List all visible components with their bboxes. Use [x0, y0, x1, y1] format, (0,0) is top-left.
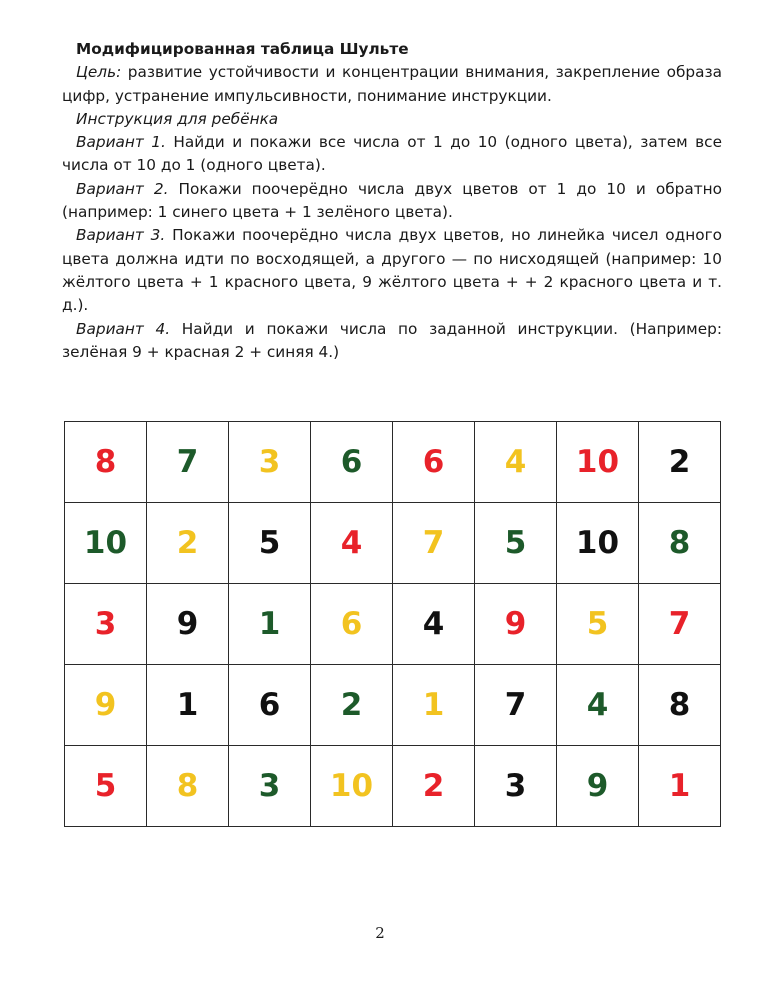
- table-cell: 3: [475, 746, 557, 827]
- table-cell: 10: [65, 503, 147, 584]
- table-cell: 9: [65, 665, 147, 746]
- table-cell: 3: [65, 584, 147, 665]
- table-cell: 1: [639, 746, 721, 827]
- table-cell: 5: [557, 584, 639, 665]
- schulte-table: [64, 421, 721, 827]
- page-number: 2: [375, 924, 385, 942]
- variant-1-label: Вариант 1.: [76, 133, 166, 152]
- table-cell: 8: [147, 746, 229, 827]
- table-cell: 4: [393, 584, 475, 665]
- table-cell: 6: [393, 422, 475, 503]
- table-cell: 10: [557, 422, 639, 503]
- variant-4-paragraph: [62, 318, 722, 365]
- table-cell: 4: [557, 665, 639, 746]
- variant-3-paragraph: [62, 224, 722, 317]
- table-cell: 2: [639, 422, 721, 503]
- table-cell: 3: [229, 422, 311, 503]
- table-cell: 6: [311, 422, 393, 503]
- table-cell: 2: [147, 503, 229, 584]
- table-cell: 4: [475, 422, 557, 503]
- variant-3-text: Покажи поочерёдно числа двух цветов, но линейка чисел одного цвета должна идти по восходящей, а другого — по нисходящей (например: 10 жёлтого цвета + 1 красного цвета, 9 жёлтого цвета + + 2 красного цвета и т. д.).: [62, 226, 722, 315]
- table-cell: 4: [311, 503, 393, 584]
- goal-text: развитие устойчивости и концентрации внимания, закрепление образа цифр, устранение импульсивности, понимание инструкции.: [62, 63, 722, 105]
- table-cell: 5: [475, 503, 557, 584]
- variant-1-text: Найди и покажи все числа от 1 до 10 (одного цвета), затем все числа от 10 до 1 (одного цвета).: [62, 133, 722, 175]
- table-cell: 6: [311, 584, 393, 665]
- table-cell: 5: [229, 503, 311, 584]
- variant-2-paragraph: [62, 178, 722, 225]
- table-cell: 9: [557, 746, 639, 827]
- table-cell: 9: [475, 584, 557, 665]
- page-title: Модифицированная таблица Шульте: [76, 40, 409, 58]
- table-cell: 6: [229, 665, 311, 746]
- table-cell: 2: [393, 746, 475, 827]
- table-cell: 8: [65, 422, 147, 503]
- table-row: [65, 422, 721, 503]
- variant-2-label: Вариант 2.: [76, 179, 169, 198]
- table-cell: 7: [147, 422, 229, 503]
- variant-4-label: Вариант 4.: [76, 319, 171, 338]
- table-cell: 10: [311, 746, 393, 827]
- table-cell: 7: [475, 665, 557, 746]
- table-row: [65, 746, 721, 827]
- table-cell: 3: [229, 746, 311, 827]
- table-cell: 9: [147, 584, 229, 665]
- variant-4-text: Найди и покажи числа по заданной инструкции. (Например: зелёная 9 + красная 2 + синяя 4.): [62, 319, 722, 361]
- instruction-heading: Инструкция для ребёнка: [76, 109, 279, 128]
- table-row: [65, 503, 721, 584]
- table-cell: 7: [393, 503, 475, 584]
- goal-label: Цель:: [76, 63, 122, 82]
- table-cell: 8: [639, 665, 721, 746]
- variant-1-paragraph: [62, 131, 722, 178]
- table-cell: 1: [147, 665, 229, 746]
- variant-3-label: Вариант 3.: [76, 226, 166, 245]
- table-cell: 10: [557, 503, 639, 584]
- variant-2-text: Покажи поочерёдно числа двух цветов от 1 до 10 и обратно (например: 1 синего цвета + 1 зелёного цвета).: [62, 179, 723, 222]
- table-cell: 1: [229, 584, 311, 665]
- table-row: [65, 665, 721, 746]
- table-cell: 7: [639, 584, 721, 665]
- goal-paragraph: [62, 61, 722, 108]
- schulte-table-body: [65, 422, 721, 827]
- table-cell: 2: [311, 665, 393, 746]
- table-cell: 1: [393, 665, 475, 746]
- instruction-text-block: [62, 38, 722, 364]
- table-row: [65, 584, 721, 665]
- table-cell: 8: [639, 503, 721, 584]
- table-cell: 5: [65, 746, 147, 827]
